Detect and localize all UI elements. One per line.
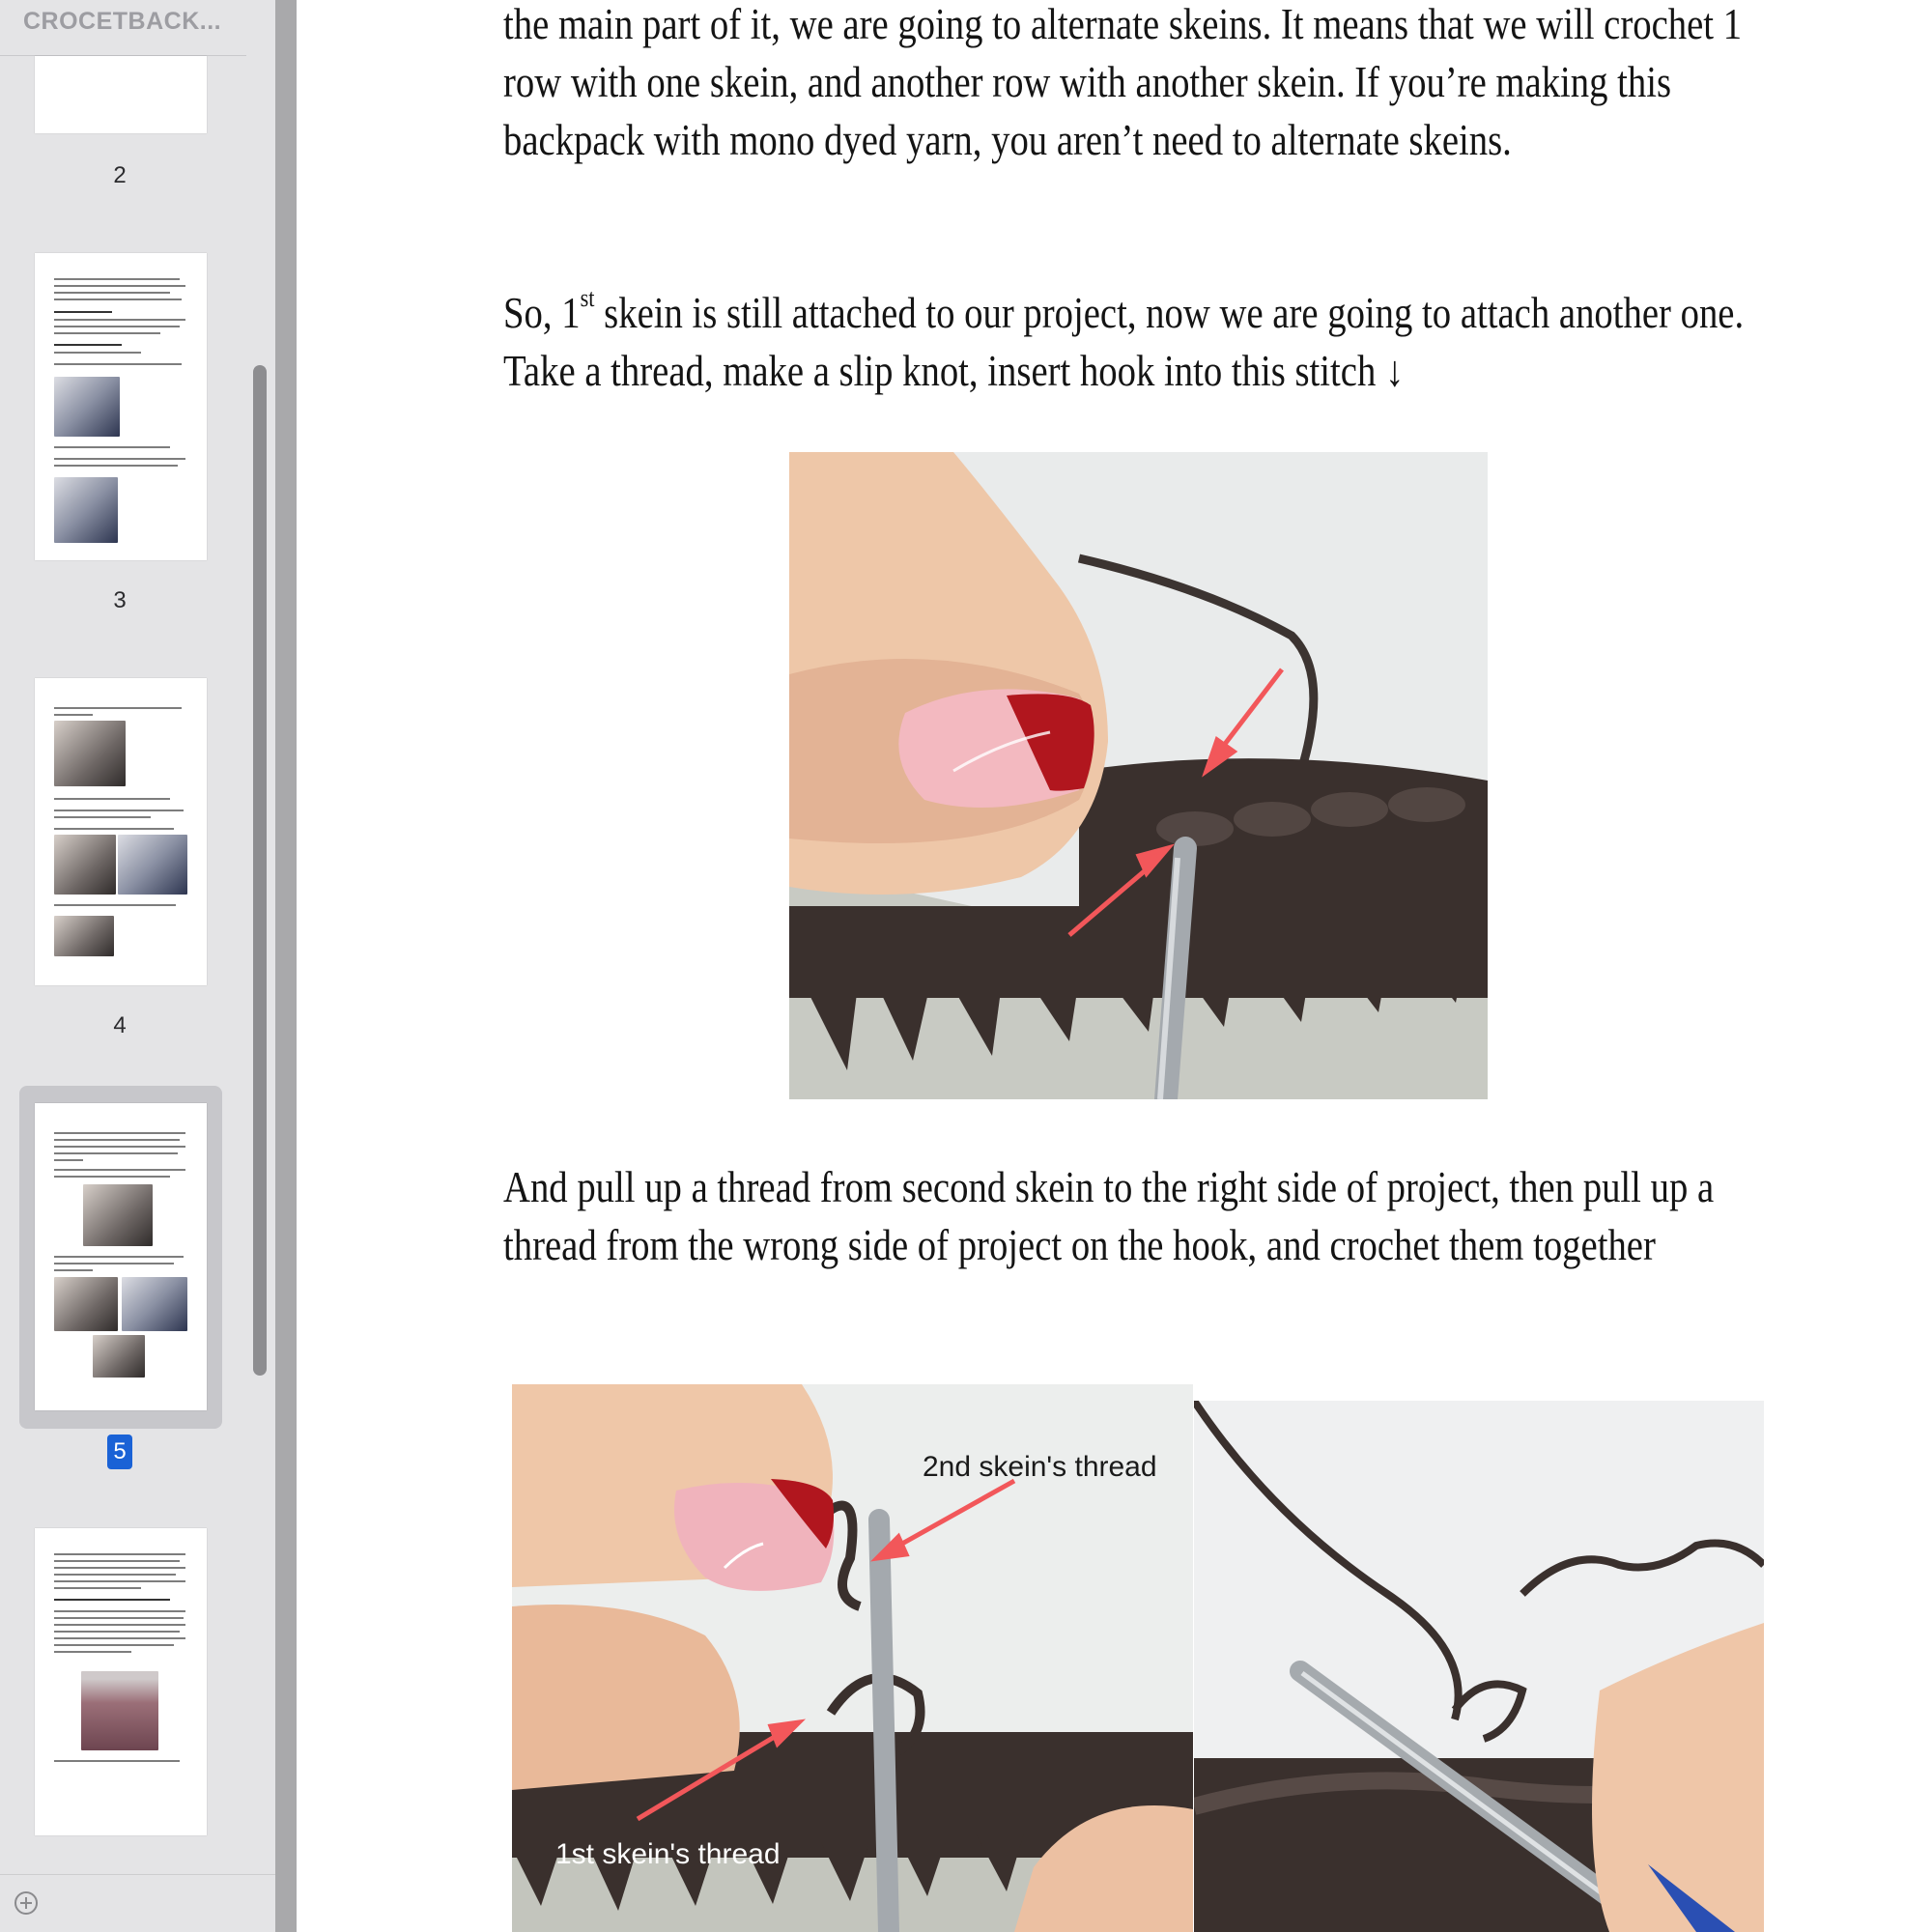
photo-second-skein <box>512 1384 1193 1932</box>
document-page <box>297 0 1932 1932</box>
photo-insert-hook <box>789 452 1488 1099</box>
page-thumbnail-3[interactable] <box>35 253 207 560</box>
paragraph-attach-skein: So, 1st skein is still attached to our project, now we are going to attach another one. Take a thread, make a slip knot, insert hook into this stitch ↓ <box>503 284 1745 395</box>
page-thumbnail-6[interactable] <box>35 1528 207 1835</box>
paragraph-alternate-skeins: the main part of it, we are going to alternate skeins. It means that we will crochet 1 row with one skein, and another row with another skein. If you’re making this backpack with mono dyed yarn, you aren’t need to alternate skeins. <box>503 0 1743 164</box>
plus-circle-icon[interactable] <box>14 1891 38 1915</box>
paragraph-pull-up-thread: And pull up a thread from second skein to the right side of project, then pull up a thread from the wrong side of project on the hook, and crochet them together <box>503 1163 1715 1269</box>
page-number-5[interactable]: 5 <box>107 1435 132 1469</box>
caption-first-skein: 1st skein's thread <box>555 1838 781 1870</box>
sidebar-scrollbar[interactable] <box>253 365 267 1376</box>
thumbnail-sidebar <box>0 0 276 1932</box>
page-number-3[interactable]: 3 <box>113 587 127 613</box>
page-thumbnail-2[interactable] <box>35 56 207 133</box>
page-number-2[interactable]: 2 <box>113 162 127 188</box>
sidebar-footer-divider <box>0 1874 275 1875</box>
page-thumbnail-4[interactable] <box>35 678 207 985</box>
caption-second-skein: 2nd skein's thread <box>923 1451 1157 1483</box>
document-title: CROCETBACK... <box>23 8 222 35</box>
photo-crochet-together <box>1194 1401 1764 1932</box>
page-number-4[interactable]: 4 <box>113 1012 127 1038</box>
sidebar-splitter[interactable] <box>275 0 297 1932</box>
page-thumbnail-5[interactable] <box>35 1103 207 1410</box>
